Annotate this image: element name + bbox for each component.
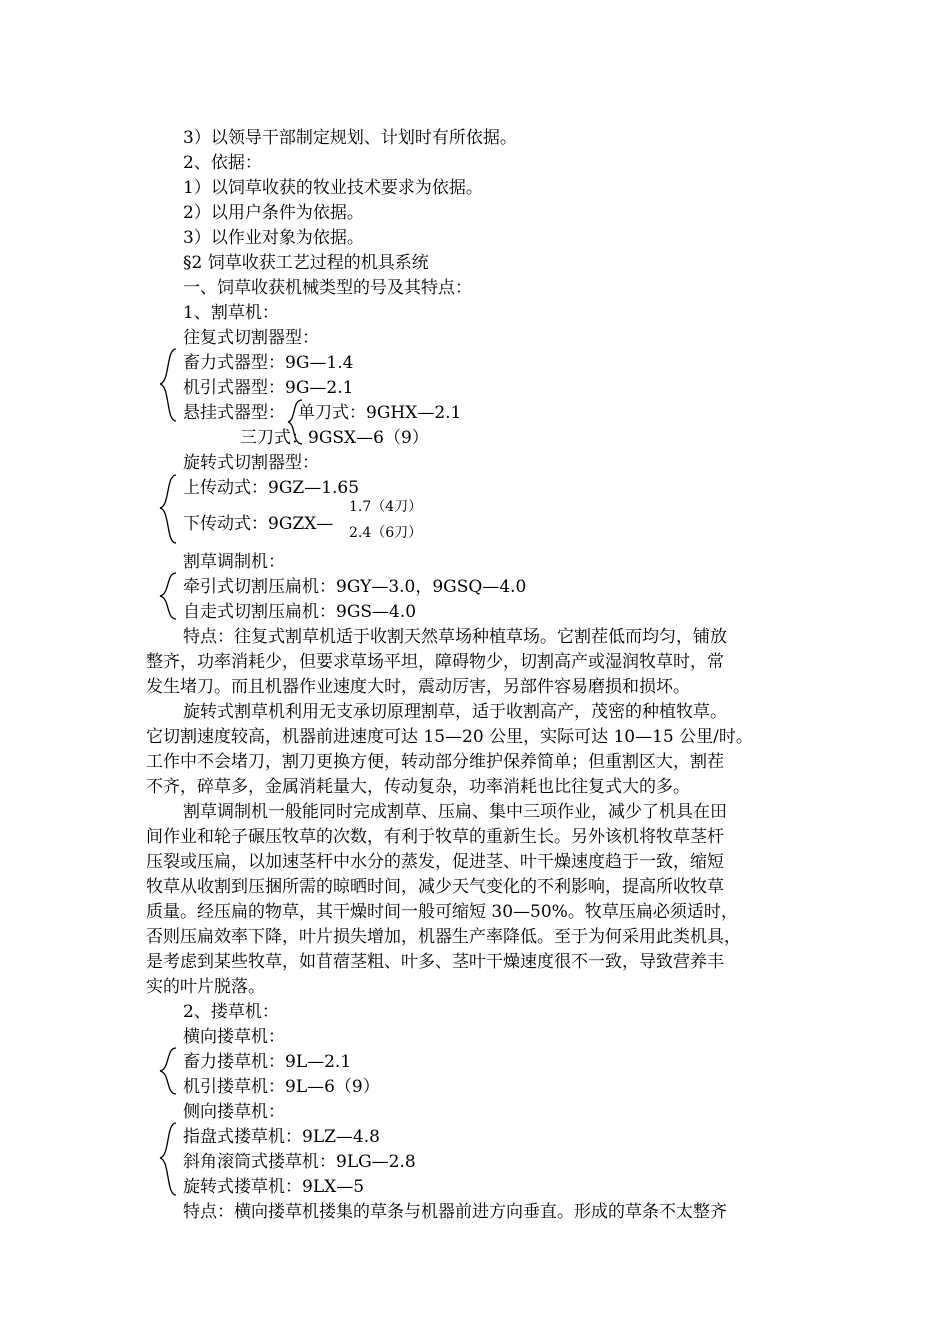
text-line: 侧向搂草机： bbox=[183, 1102, 285, 1122]
text-line: 往复式切割器型： bbox=[183, 328, 319, 348]
text-line: 斜角滚筒式搂草机：9LG—2.8 bbox=[183, 1152, 416, 1172]
text-line: 割草调制机： bbox=[183, 552, 285, 572]
curly-brace bbox=[156, 1045, 184, 1097]
paragraph-line: 工作中不会堵刀，割刀更换方便，转动部分维护保养简单；但重割区大，割茬 bbox=[146, 752, 724, 772]
paragraph-line: 特点：往复式割草机适于收割天然草场种植草场。它割茬低而均匀，铺放 bbox=[183, 627, 727, 647]
paragraph-line: 牧草从收割到压捆所需的晾晒时间，减少天气变化的不利影响，提高所收牧草 bbox=[146, 877, 724, 897]
text-line: 旋转式搂草机：9LX—5 bbox=[183, 1177, 365, 1197]
text-line: 指盘式搂草机：9LZ—4.8 bbox=[183, 1127, 380, 1147]
text-line: 2）以用户条件为依据。 bbox=[183, 203, 364, 223]
text-line: 三刀式：9GSX—6（9） bbox=[240, 428, 429, 448]
text-line: 下传动式：9GZX— bbox=[183, 514, 334, 534]
paragraph-line: 否则压扁效率下降，叶片损失增加，机器生产率降低。至于为何采用此类机具， bbox=[146, 927, 741, 947]
paragraph-line: 整齐，功率消耗少，但要求草场平坦，障碍物少，切割高产或湿润牧草时，常 bbox=[146, 652, 724, 672]
curly-brace bbox=[156, 472, 184, 546]
text-line: 单刀式：9GHX—2.1 bbox=[298, 403, 462, 423]
text-line: 自走式切割压扁机：9GS—4.0 bbox=[183, 602, 417, 622]
curly-brace bbox=[156, 346, 184, 424]
text-line: 畜力式器型：9G—1.4 bbox=[183, 353, 354, 373]
section-heading: §2 饲草收获工艺过程的机具系统 bbox=[183, 253, 429, 273]
text-line: 1.7（4刀） bbox=[349, 499, 423, 515]
paragraph-line: 不齐，碎草多，金属消耗量大，传动复杂，功率消耗也比往复式大的多。 bbox=[146, 777, 690, 797]
text-line: 2、依据： bbox=[183, 153, 262, 173]
paragraph-line: 质量。经压扁的物草，其干燥时间一般可缩短 30—50%。牧草压扁必须适时， bbox=[146, 902, 738, 922]
paragraph-line: 是考虑到某些牧草，如苜蓿茎粗、叶多、茎叶干燥速度很不一致，导致营养丰 bbox=[146, 952, 724, 972]
text-line: 悬挂式器型： bbox=[183, 403, 285, 423]
text-line: 畜力搂草机：9L—2.1 bbox=[183, 1052, 352, 1072]
paragraph-line: 割草调制机一般能同时完成割草、压扁、集中三项作业，减少了机具在田 bbox=[183, 802, 727, 822]
paragraph-line: 它切割速度较高，机器前进速度可达 15—20 公里，实际可达 10—15 公里/时。 bbox=[146, 727, 753, 747]
curly-brace bbox=[156, 570, 184, 622]
text-line: 机引搂草机：9L—6（9） bbox=[183, 1077, 380, 1097]
text-line: 3）以作业对象为依据。 bbox=[183, 228, 364, 248]
paragraph-line: 特点：横向搂草机搂集的草条与机器前进方向垂直。形成的草条不太整齐 bbox=[183, 1202, 727, 1222]
paragraph-line: 压裂或压扁，以加速茎杆中水分的蒸发，促进茎、叶干燥速度趋于一致，缩短 bbox=[146, 852, 724, 872]
paragraph-line: 实的叶片脱落。 bbox=[146, 977, 265, 997]
text-line: 牵引式切割压扁机：9GY—3.0，9GSQ—4.0 bbox=[183, 577, 527, 597]
text-line: 一、饲草收获机械类型的号及其特点： bbox=[183, 278, 472, 298]
curly-brace bbox=[156, 1120, 184, 1198]
paragraph-line: 间作业和轮子碾压牧草的次数，有利于牧草的重新生长。另外该机将牧草茎杆 bbox=[146, 827, 724, 847]
text-line: 3）以领导干部制定规划、计划时有所依据。 bbox=[183, 128, 517, 148]
text-line: 2、搂草机： bbox=[183, 1002, 279, 1022]
text-line: 横向搂草机： bbox=[183, 1027, 285, 1047]
text-line: 1）以饲草收获的牧业技术要求为依据。 bbox=[183, 178, 483, 198]
text-line: 旋转式切割器型： bbox=[183, 453, 319, 473]
text-line: 机引式器型：9G—2.1 bbox=[183, 378, 354, 398]
text-line: 2.4（6刀） bbox=[349, 525, 423, 541]
paragraph-line: 旋转式割草机利用无支承切原理割草，适于收割高产，茂密的种植牧草。 bbox=[183, 702, 727, 722]
text-line: 上传动式：9GZ—1.65 bbox=[183, 478, 360, 498]
paragraph-line: 发生堵刀。而且机器作业速度大时，震动厉害，另部件容易磨损和损坏。 bbox=[146, 677, 690, 697]
text-line: 1、割草机： bbox=[183, 303, 279, 323]
